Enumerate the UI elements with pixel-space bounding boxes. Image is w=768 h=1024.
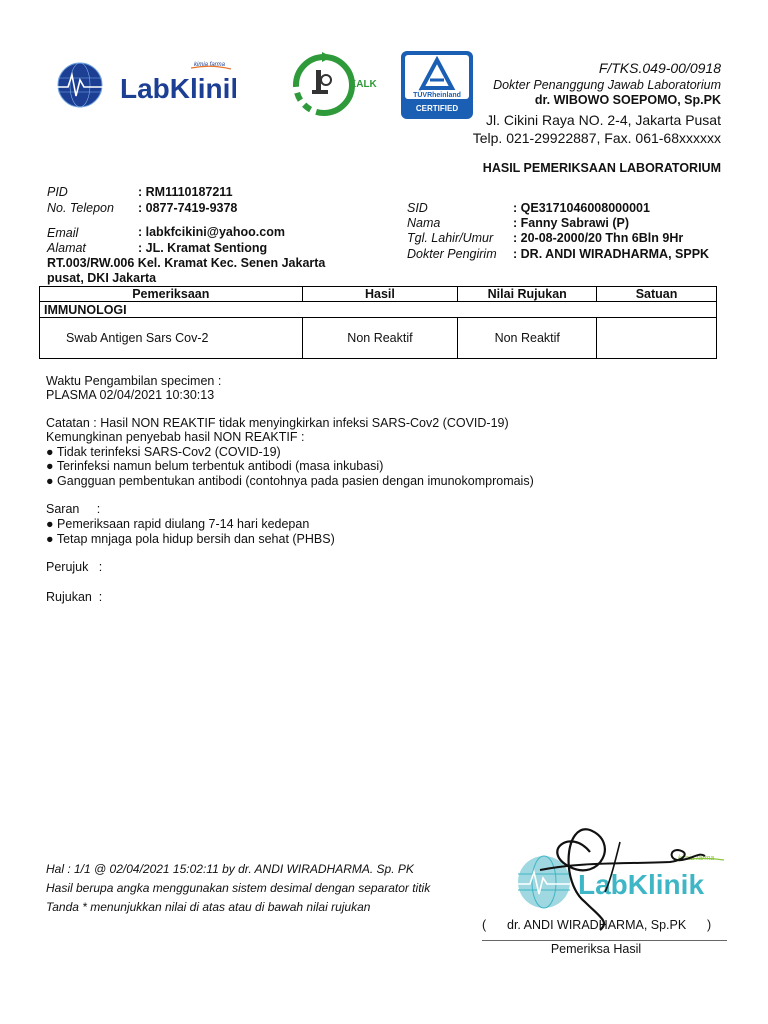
sid-label: SID xyxy=(407,201,428,215)
lab-address: Jl. Cikini Raya NO. 2-4, Jakarta Pusat xyxy=(486,112,721,128)
header-pemeriksaan: Pemeriksaan xyxy=(40,287,303,302)
tuv-logo-text: TÜVRheinland xyxy=(413,92,461,99)
bullet-icon: ● xyxy=(46,445,57,459)
signature xyxy=(530,822,730,932)
section-label: IMMUNOLOGI xyxy=(40,302,717,318)
labklinik-logo xyxy=(56,60,236,110)
saran-label: Saran : xyxy=(46,502,101,516)
responsible-doctor: dr. WIBOWO SOEPOMO, Sp.PK xyxy=(534,93,721,107)
bullet-icon: ● xyxy=(46,474,58,488)
table-header-row xyxy=(40,287,717,302)
lab-phone: Telp. 021-29922887, Fax. 061-68xxxxxx xyxy=(472,130,721,146)
header-hasil: Hasil xyxy=(302,287,458,302)
cell-unit xyxy=(597,318,717,359)
email-value: : labkfcikini@yahoo.com xyxy=(138,225,285,239)
list-item: ● Terinfeksi namun belum terbentuk antibodi (masa inkubasi) xyxy=(46,459,384,473)
cell-reference: Non Reaktif xyxy=(458,318,597,359)
list-item: ● Tidak terinfeksi SARS-Cov2 (COVID-19) xyxy=(46,445,281,459)
bullet-icon: ● xyxy=(46,459,57,473)
bullet-icon: ● xyxy=(46,517,58,531)
stamp-kimia-farma-text: kimia farma xyxy=(678,855,715,862)
address-line-2: RT.003/RW.006 Kel. Kramat Kec. Senen Jakarta xyxy=(47,256,326,270)
footer-page-info: Hal : 1/1 @ 02/04/2021 15:02:11 by dr. ANDI WIRADHARMA. Sp. PK xyxy=(46,862,414,876)
kimia-farma-logo-text: kimia farma xyxy=(194,62,226,68)
footer-decimal-note: Hasil berupa angka menggunakan sistem desimal dengan separator titik xyxy=(46,881,431,895)
table-row xyxy=(40,318,717,359)
perujuk-label: Perujuk : xyxy=(46,560,103,574)
signer-role: Pemeriksa Hasil xyxy=(550,942,642,956)
kalk-logo xyxy=(286,50,386,120)
bullet-icon: ● xyxy=(46,532,57,546)
header-nilai-rujukan: Nilai Rujukan xyxy=(458,287,597,302)
phone-value: : 0877-7419-9378 xyxy=(138,201,238,215)
labklinik-logo-text: LabKlinik xyxy=(120,73,236,104)
rujukan-label: Rujukan : xyxy=(46,590,103,604)
sid-value: : QE3171046008000001 xyxy=(513,201,650,215)
signer-name: ( dr. ANDI WIRADHARMA, Sp.PK ) xyxy=(482,918,712,932)
name-label: Nama xyxy=(407,216,441,230)
list-item: ● Tetap mnjaga pola hidup bersih dan sehat (PHBS) xyxy=(46,532,335,546)
tuv-certified-logo xyxy=(400,50,474,120)
tuv-certified-text: CERTIFIED xyxy=(415,104,459,113)
catatan-text: Catatan : Hasil NON REAKTIF tidak menyingkirkan infeksi SARS-Cov2 (COVID-19) xyxy=(46,416,509,430)
list-item: ● Pemeriksaan rapid diulang 7-14 hari kedepan xyxy=(46,517,310,531)
dob-label: Tgl. Lahir/Umur xyxy=(407,231,494,245)
footer-asterisk-note: Tanda * menunjukkan nilai di atas atau di bawah nilai rujukan xyxy=(46,900,371,914)
list-item: ● Gangguan pembentukan antibodi (contohnya pada pasien dengan imunokompromais) xyxy=(46,474,534,488)
kalk-logo-text: KALK xyxy=(349,79,377,90)
referring-doctor-value: : DR. ANDI WIRADHARMA, SPPK xyxy=(513,247,710,261)
referring-doctor-label: Dokter Pengirim xyxy=(407,247,497,261)
phone-label: No. Telepon xyxy=(47,201,114,215)
form-code: F/TKS.049-00/0918 xyxy=(598,60,721,76)
cell-test: Swab Antigen Sars Cov-2 xyxy=(40,318,303,359)
specimen-label: Waktu Pengambilan specimen : xyxy=(46,374,222,388)
section-row xyxy=(40,302,717,318)
pid-value: : RM1110187211 xyxy=(138,185,233,199)
kemungkinan-text: Kemungkinan penyebab hasil NON REAKTIF : xyxy=(46,430,305,444)
address-label: Alamat xyxy=(47,241,86,255)
cell-result: Non Reaktif xyxy=(302,318,458,359)
signature-line xyxy=(482,940,727,941)
results-table xyxy=(39,286,717,359)
header-satuan: Satuan xyxy=(597,287,717,302)
address-value: : JL. Kramat Sentiong xyxy=(138,241,268,255)
responsible-role: Dokter Penanggung Jawab Laboratorium xyxy=(493,78,721,92)
email-label: Email xyxy=(47,226,79,240)
specimen-value: PLASMA 02/04/2021 10:30:13 xyxy=(46,388,215,402)
pid-label: PID xyxy=(47,185,68,199)
report-title: HASIL PEMERIKSAAN LABORATORIUM xyxy=(482,161,721,175)
stamp-labklinik-text: LabKlinik xyxy=(578,869,705,900)
dob-value: : 20-08-2000/20 Thn 6Bln 9Hr xyxy=(513,231,684,245)
name-value: : Fanny Sabrawi (P) xyxy=(513,216,629,230)
address-line-3: pusat, DKI Jakarta xyxy=(47,271,157,285)
